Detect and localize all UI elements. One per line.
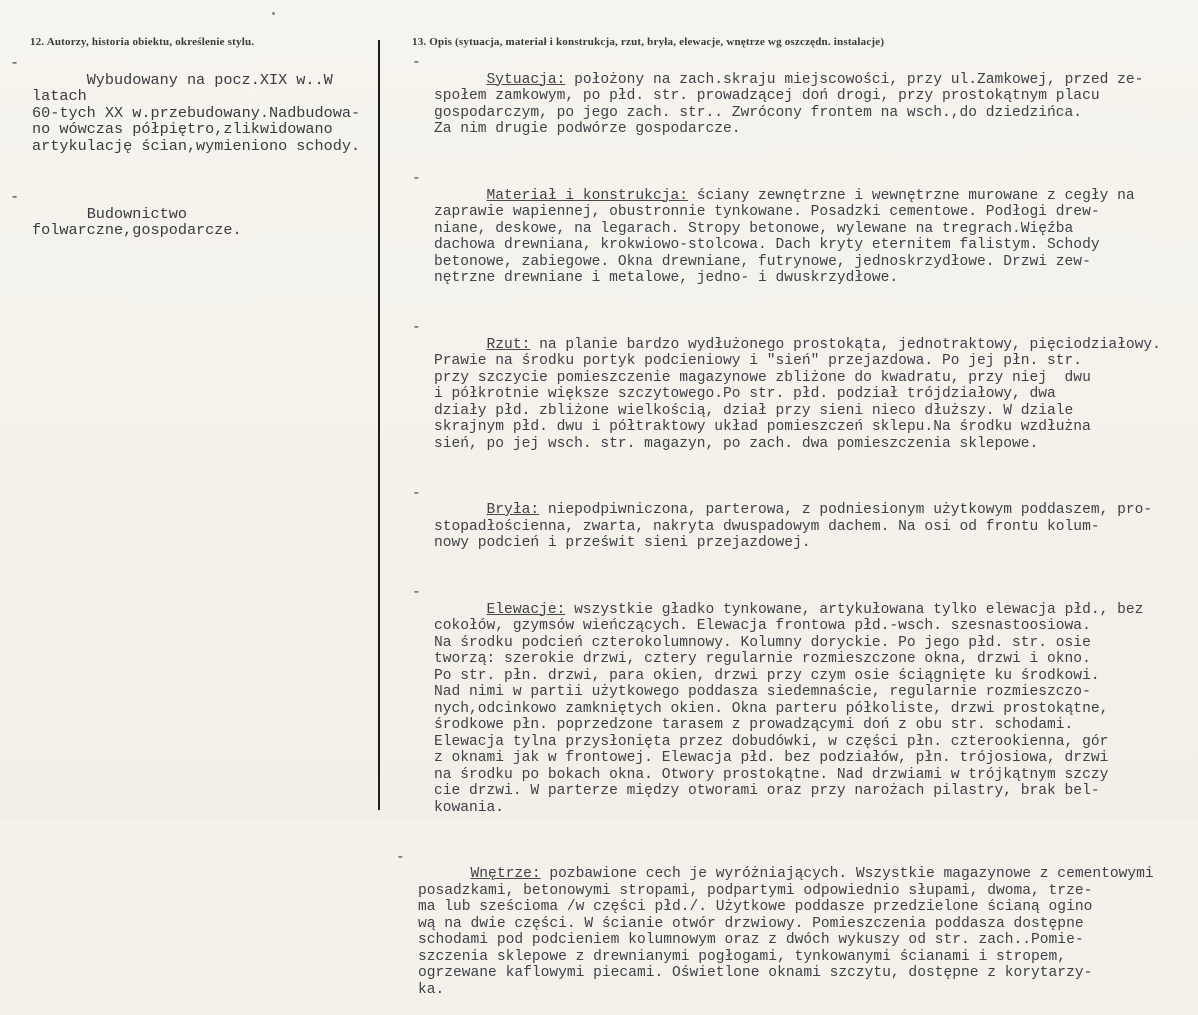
section-label: Bryła:: [486, 502, 540, 518]
section-label: Materiał i konstrukcja:: [486, 187, 688, 204]
section-text: niepodpiwniczona, parterowa, z podniesionym użytkowym poddaszem, pro- stopadłościenna, zwarta, nakryta dwuspadowym dachem. Na osi od frontu kolum- nowy podcień i prześwit sieni przejazdowej.: [434, 502, 1153, 551]
description-plan: [412, 320, 1194, 469]
bullet-dash: -: [412, 55, 421, 71]
bullet-dash: -: [412, 320, 421, 336]
history-column: [10, 55, 372, 256]
bullet-dash: -: [396, 849, 405, 866]
description-mass: [412, 486, 1194, 569]
bullet-dash: -: [412, 485, 421, 502]
section-text: na planie bardzo wydłużonego prostokąta, jednotraktowy, pięciodziałowy. Prawie na środku portyk podcieniowy i "sień" przejazdowa. Po jej płn. str. przy szczycie pomieszczenie magazynowe zbliżone do kwadratu, przy niej dwu i półkrotnie większe szczytowego.Po str. płd. podział trójdziałowy, dwa działy płd. zbliżone wielkością, dział przy sieni nieco dłuższy. W dziale skrajnym płd. dwu i półtraktowy układ pomieszczeń sklepu.Na środku wzdłużna sień, po jej wsch. str. magazyn, po zach. dwa pomieszczenia sklepowe.: [434, 336, 1161, 452]
section-text: pozbawione cech je wyróżniających. Wszystkie magazynowe z cementowymi posadzkami, betonowymi stropami, podpartymi odpowiednio słupami, dwoma, trze- ma lub sześcioma /w części płd./. Użytkowe poddasze przedzielone ścianą ogino wą na dwie części. W ścianie otwór drzwiowy. Pomieszczenia poddasza dostępne schodami pod podcieniem kolumnowym oraz z dwóch wykuszy od str. zach..Pomie- szczenia sklepowe z drewnianymi pogłogami, tynkowanymi ścianami i stropem, ogrzewane kaflowymi piecami. Oświetlone oknami szczytu, dostępne z korytarzy- ka.: [418, 866, 1154, 998]
history-entry-construction: [10, 55, 372, 171]
bullet-dash: -: [412, 585, 421, 601]
history-text: Wybudowany na pocz.XIX w..W latach 60-tych XX w.przebudowany.Nadbudowa- no wówczas półpiętro,zlikwidowano artykulację ścian,wymieniono schody.: [32, 70, 361, 155]
section-text: położony na zach.skraju miejscowości, przy ul.Zamkowej, przed ze- społem zamkowym, po płd. str. prowadzącej doń drogi, przy prostokątnym placu gospodarczym, po jego zach. str.. Zwrócony frontem na wsch.,do dziedzińca. Za nim drugie podwórze gospodarcze.: [434, 71, 1144, 137]
description-situation: [412, 55, 1194, 154]
bullet-dash: -: [412, 171, 421, 187]
history-entry-style: [10, 189, 372, 255]
section-label: Rzut:: [486, 336, 531, 353]
description-column: [396, 55, 1194, 1015]
section-label: Wnętrze:: [470, 866, 541, 882]
description-material: [412, 171, 1194, 303]
bullet-dash: -: [10, 54, 20, 72]
column-divider: [378, 40, 380, 810]
description-elevations: [412, 585, 1194, 833]
section-13-heading: 13. Opis (sytuacja, materiał i konstrukcja, rzut, bryła, elewacje, wnętrze wg oszczędn. instalacje): [412, 36, 885, 48]
section-text: ściany zewnętrzne i wewnętrzne murowane z cegły na zaprawie wapiennej, obustronnie tynkowane. Posadzki cementowe. Podłogi drew- niane, deskowe, na legarach. Stropy betonowe, wylewane na tregrach.Więźba dachowa drewniana, krokwiowo-stolcowa. Dach kryty eternitem falistym. Schody betonowe, zabiegowe. Okna drewniane, futrynowe, jednoskrzydłowe. Drzwi zew- nętrzne drewniane i metalowe, jedno- i dwuskrzydłowe.: [434, 187, 1135, 286]
section-label: Sytuacja:: [486, 71, 566, 88]
bullet-dash: -: [10, 188, 20, 207]
description-interior: [396, 850, 1194, 1015]
history-text: Budownictwo folwarczne,gospodarcze.: [32, 204, 242, 240]
section-12-heading: 12. Autorzy, historia obiektu, określenie stylu.: [30, 36, 255, 48]
section-label: Elewacje:: [486, 601, 566, 618]
section-text: wszystkie gładko tynkowane, artykułowana tylko elewacja płd., bez cokołów, gzymsów wieńczących. Elewacja frontowa płd.-wsch. szesnastoosiowa. Na środku podcień czterokolumnowy. Kolumny doryckie. Po jego płd. str. osie tworzą: szerokie drzwi, cztery regularnie rozmieszczone okna, drzwi i okno. Po str. płn. drzwi, para okien, drzwi przy czym osie ściągnięte ku środkowi. Nad nimi w partii użytkowego poddasza siedemnaście, regularnie rozmieszczo- nych,odcinkowo zamkniętych okien. Okna parteru półkoliste, drzwi prostokątne, środkowe płn. poprzedzone tarasem z prowadzącymi doń z obu str. schodami. Elewacja tylna przysłonięta przez dobudówki, w części płn. czterookienna, gór z oknami jak w frontowej. Elewacja płd. bez podziałów, płn. trójosiowa, drzwi na środku po bokach okna. Otwory prostokątne. Nad drzwiami w trójkątnym szczy cie drzwi. W parterze między otworami oraz przy narożach pilastry, brak bel- kowania.: [434, 601, 1144, 816]
ink-speck: [272, 12, 275, 15]
